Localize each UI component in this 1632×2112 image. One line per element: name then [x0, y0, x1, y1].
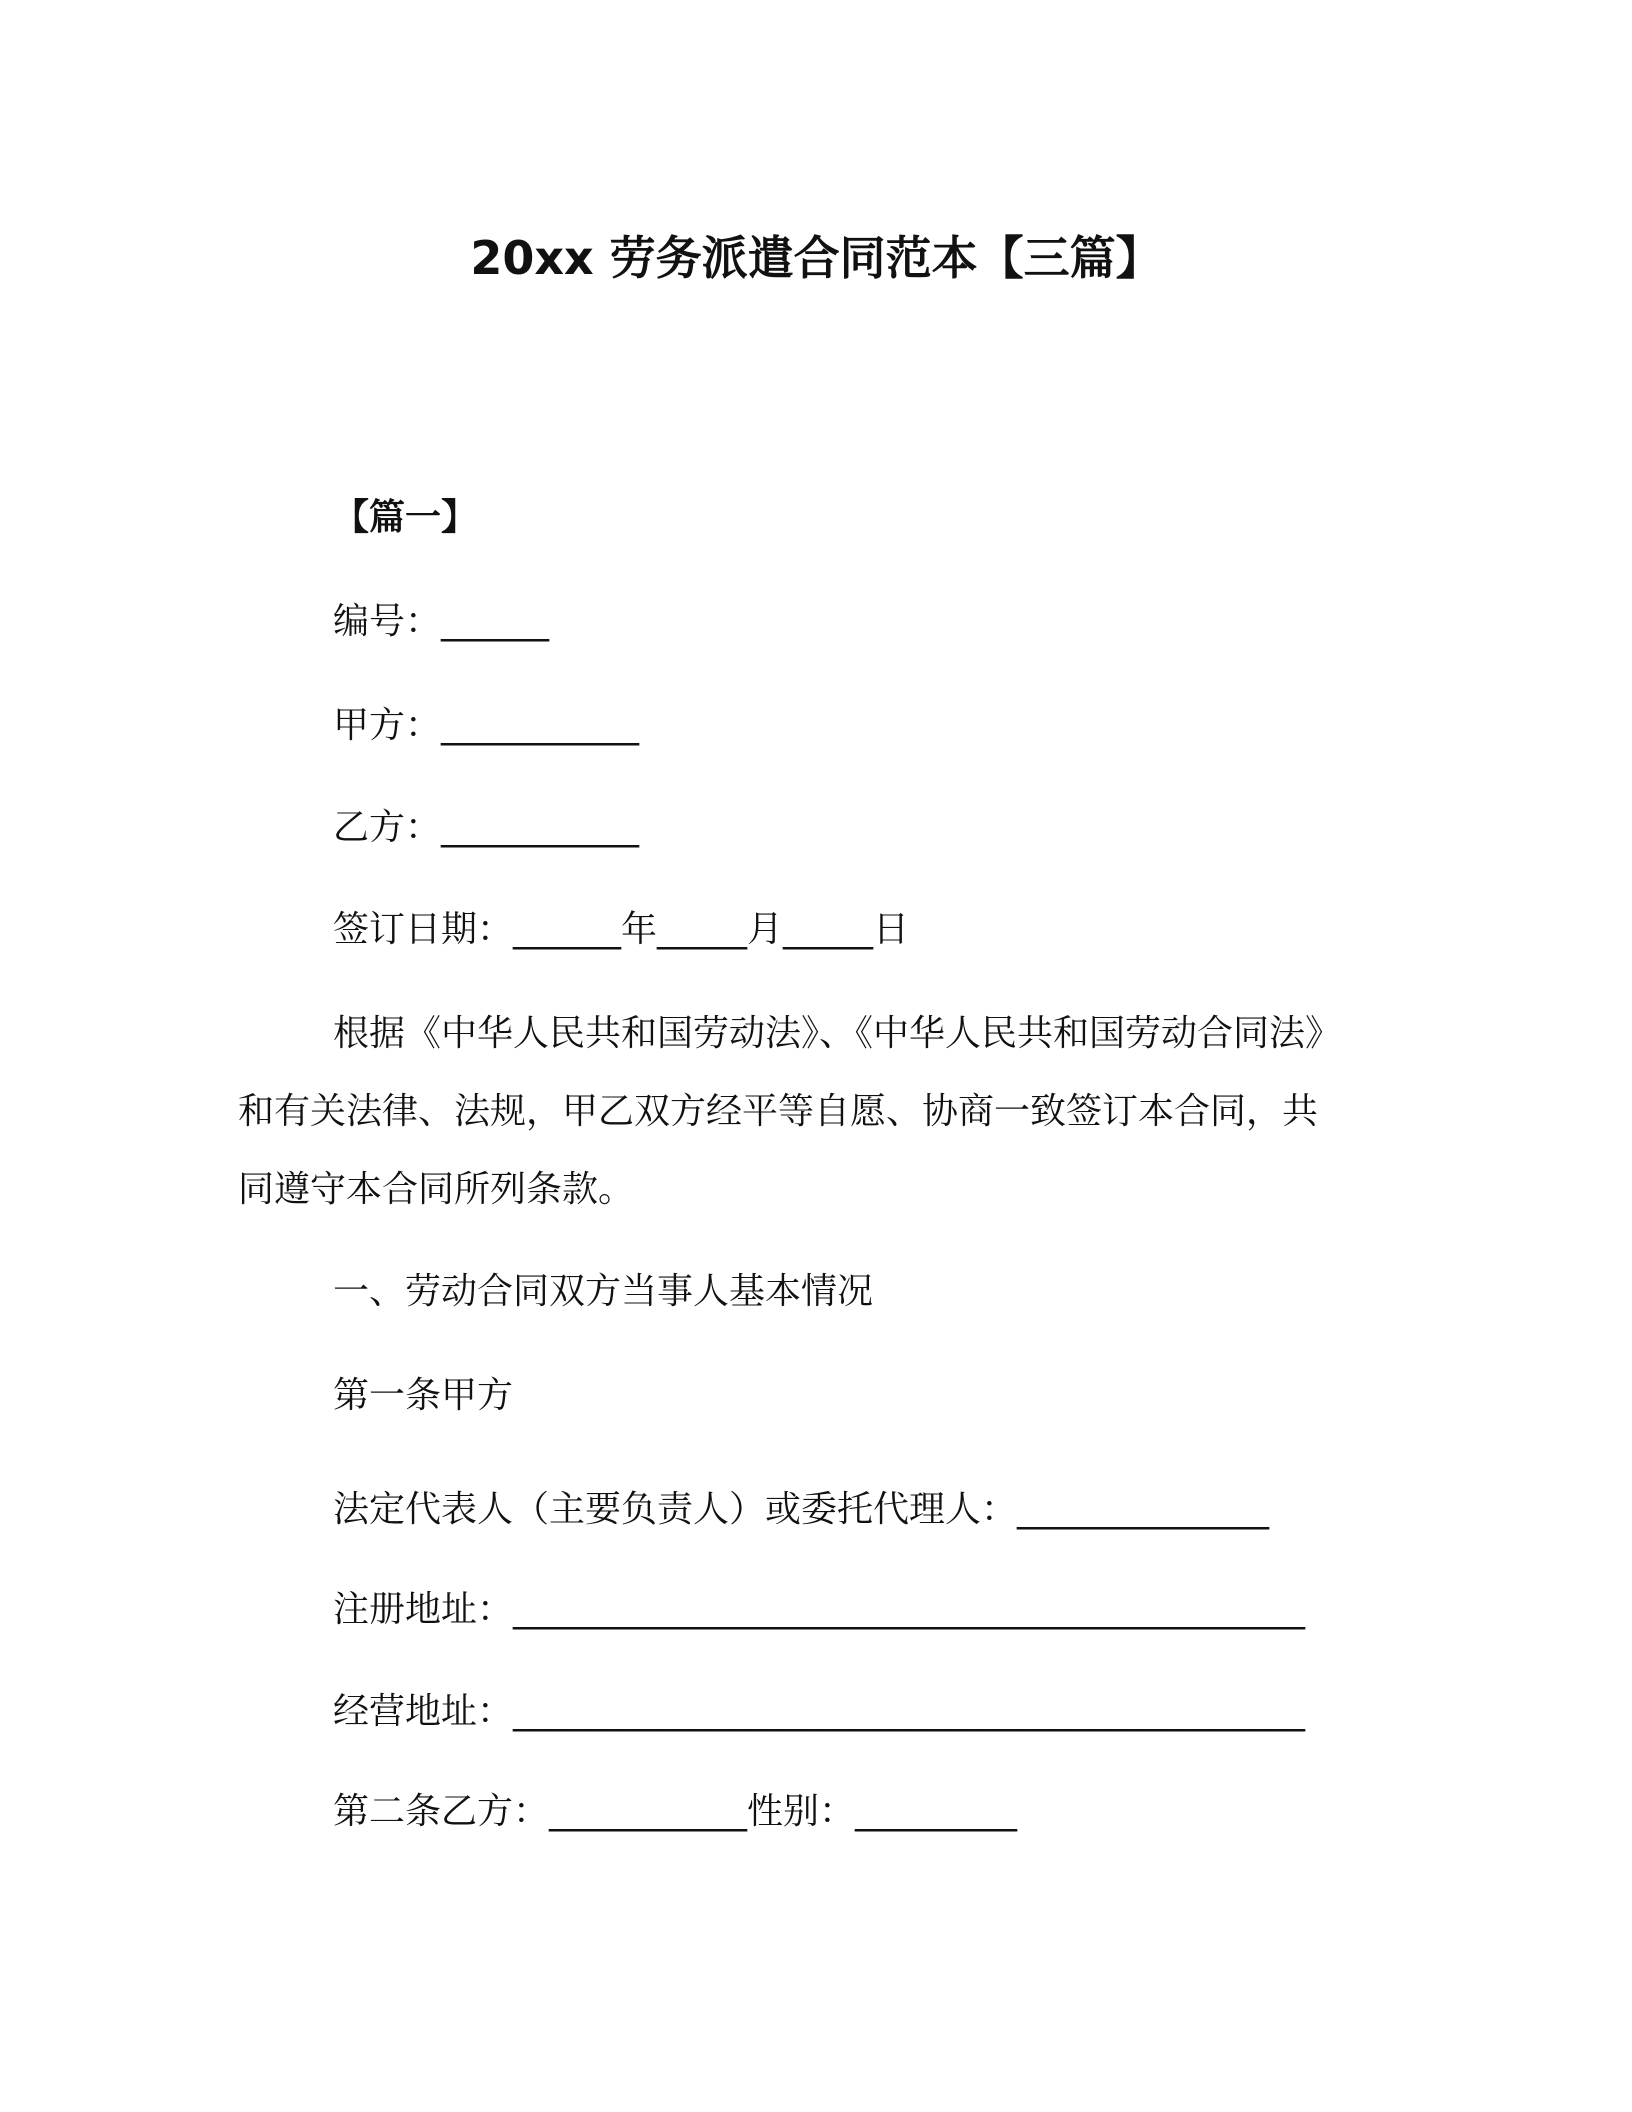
- sign-date-field: 签订日期：______年_____月_____日: [333, 909, 910, 950]
- section-label: 【篇一】: [333, 497, 478, 538]
- number-field: 编号：______: [333, 601, 550, 642]
- registered-address-field: 注册地址：____________________________________________: [333, 1589, 1306, 1630]
- intro-line-2: 和有关法律、法规，甲乙双方经平等自愿、协商一致签订本合同，共: [238, 1091, 1319, 1132]
- legal-rep-field: 法定代表人（主要负责人）或委托代理人：______________: [333, 1489, 1270, 1530]
- party-b-field: 乙方：___________: [333, 807, 640, 848]
- party-a-field: 甲方：___________: [333, 705, 640, 746]
- heading-basic-info: 一、劳动合同双方当事人基本情况: [333, 1271, 874, 1312]
- intro-line-3: 同遵守本合同所列条款。: [238, 1169, 635, 1210]
- article-2-party-b: 第二条乙方：___________性别：_________: [333, 1791, 1018, 1832]
- document-title: 20xx 劳务派遣合同范本【三篇】: [470, 231, 1162, 285]
- business-address-field: 经营地址：____________________________________________: [333, 1691, 1306, 1732]
- intro-line-1: 根据《中华人民共和国劳动法》、《中华人民共和国劳动合同法》: [333, 1013, 1342, 1054]
- article-1-party-a: 第一条甲方: [333, 1375, 514, 1416]
